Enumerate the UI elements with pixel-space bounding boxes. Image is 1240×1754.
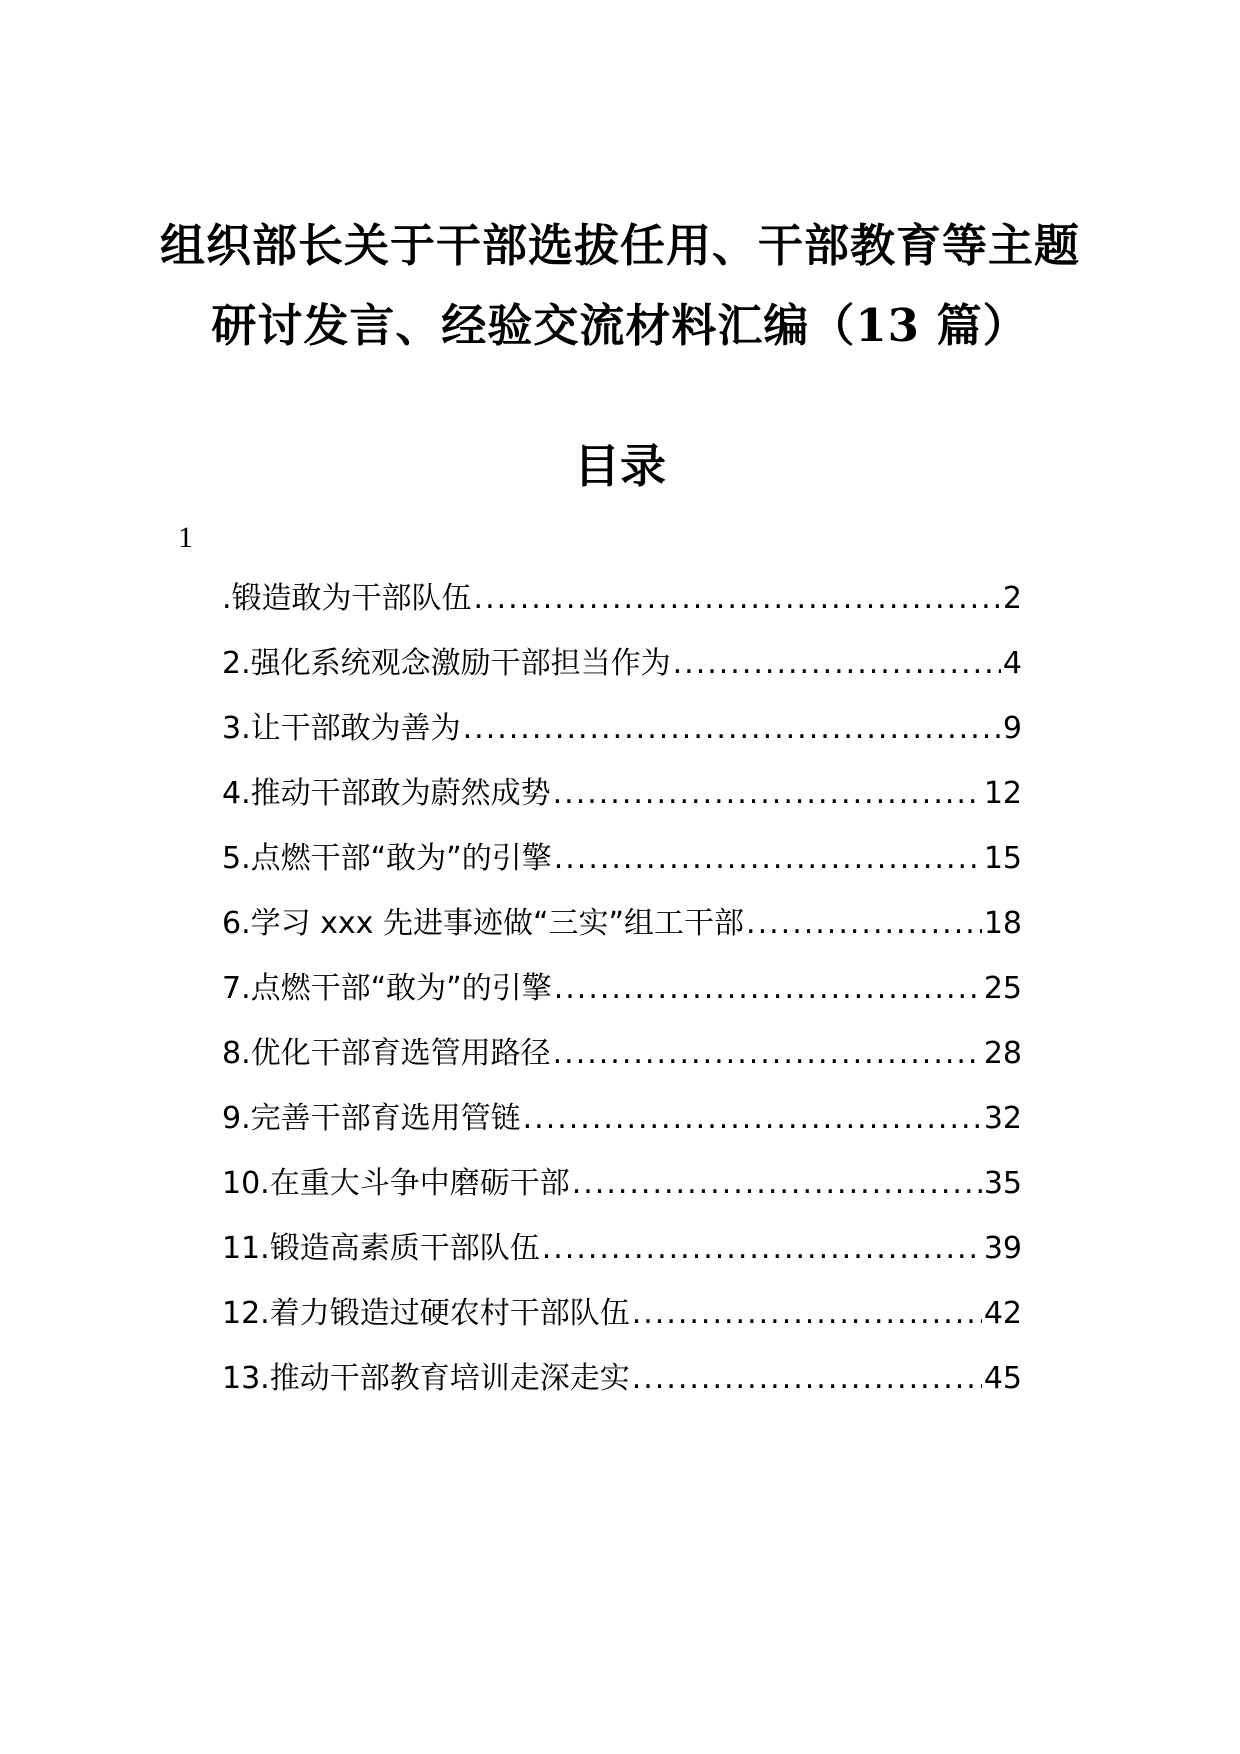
toc-entry-title: 9.完善干部育选用管链 [222,1101,521,1136]
toc-dot-leader [554,839,982,879]
toc-dot-leader [553,1034,982,1074]
toc-entry-title: 7.点燃干部“敢为”的引擎 [222,971,552,1006]
toc-entry-title: 2.强化系统观念激励干部担当作为 [222,646,671,681]
toc-dot-leader [463,709,1001,749]
toc-entry-title: 4.推动干部敢为蔚然成势 [222,776,551,811]
toc-entry[interactable] [222,774,1022,839]
toc-dot-leader [553,774,982,814]
toc-page-number: 28 [983,1036,1022,1071]
toc-entry-title: 5.点燃干部“敢为”的引擎 [222,841,552,876]
toc-dot-leader [554,969,982,1009]
toc-page-number: 4 [1002,646,1022,681]
toc-page-number: 12 [983,776,1022,811]
toc-section-number: 1 [178,521,193,554]
toc-dot-leader [632,1294,982,1334]
toc-entry[interactable] [222,1034,1022,1099]
toc-dot-leader [572,1164,982,1204]
toc-dot-leader [474,579,1001,619]
toc-entry-title: 6.学习 xxx 先进事迹做“三实”组工干部 [222,906,745,941]
toc-entry[interactable] [222,1099,1022,1164]
toc-page-number: 9 [1002,711,1022,746]
toc-dot-leader [632,1359,982,1399]
toc-entry[interactable] [222,904,1022,969]
toc-page-number: 35 [983,1166,1022,1201]
toc-page-number: 39 [983,1231,1022,1266]
toc-entry[interactable] [222,1164,1022,1229]
toc-dot-leader [542,1229,982,1269]
toc-entry-title: 13.推动干部教育培训走深走实 [222,1361,630,1396]
toc-entry[interactable] [222,709,1022,774]
toc-page-number: 32 [983,1101,1022,1136]
toc-page-number: 2 [1002,581,1022,616]
toc-page-number: 18 [983,906,1022,941]
toc-entry-title: 3.让干部敢为善为 [222,711,461,746]
toc-entry-title: 11.锻造高素质干部队伍 [222,1231,540,1266]
toc-dot-leader [673,644,1001,684]
toc-entry-title: 10.在重大斗争中磨砺干部 [222,1166,570,1201]
toc-entry[interactable] [222,579,1022,644]
toc-page-number: 45 [983,1361,1022,1396]
toc-dot-leader [746,904,982,944]
table-of-contents [222,579,1022,1424]
toc-entry-title: 8.优化干部育选管用路径 [222,1036,551,1071]
toc-entry-title: 12.着力锻造过硬农村干部队伍 [222,1296,630,1331]
toc-heading: 目录 [574,439,666,493]
toc-page-number: 42 [983,1296,1022,1331]
toc-entry[interactable] [222,1229,1022,1294]
toc-entry[interactable] [222,969,1022,1034]
toc-entry[interactable] [222,644,1022,709]
toc-entry-title: .锻造敢为干部队伍 [222,581,472,616]
toc-entry[interactable] [222,839,1022,904]
toc-page-number: 25 [983,971,1022,1006]
toc-entry[interactable] [222,1294,1022,1359]
toc-entry[interactable] [222,1359,1022,1424]
document-title-line2: 研讨发言、经验交流材料汇编（13 篇） [211,299,1029,352]
document-title-line1: 组织部长关于干部选拔任用、干部教育等主题 [159,219,1080,272]
toc-dot-leader [523,1099,982,1139]
toc-page-number: 15 [983,841,1022,876]
